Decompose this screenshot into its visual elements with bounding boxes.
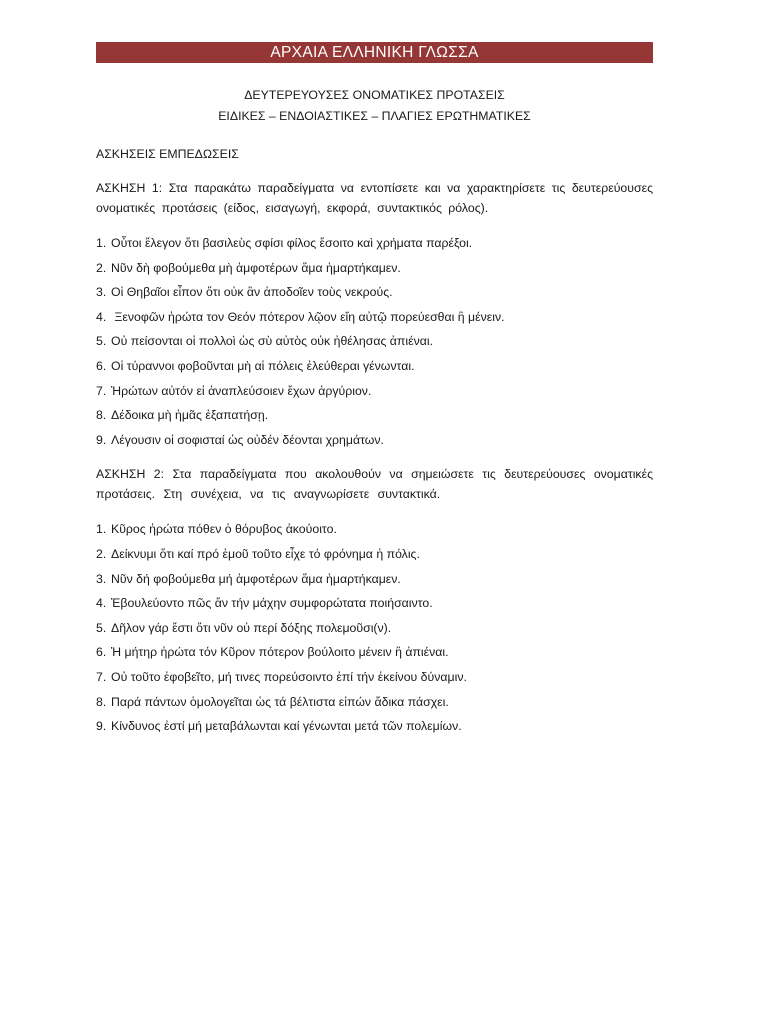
item-number: 8. [96, 408, 107, 423]
item-sentence: Ἡ μήτηρ ἠρώτα τόν Κῦρον πότερον βούλοιτο μένειν ἢ ἀπιέναι. [111, 645, 449, 660]
list-item [96, 544, 653, 569]
item-sentence: Δῆλον γάρ ἔστι ὅτι νῦν οὐ περί δόξης πολεμοῦσι(ν). [111, 620, 392, 635]
item-sentence: Νῦν δή φοβούμεθα μή ἀμφοτέρων ἅμα ἡμαρτήκαμεν. [111, 571, 401, 586]
list-item [96, 331, 653, 356]
list-item [96, 716, 653, 741]
list-item [96, 642, 653, 667]
item-number: 7. [96, 383, 107, 398]
list-item [96, 667, 653, 692]
item-sentence: Κίνδυνος ἐστί μή μεταβάλωνται καί γένωνται μετά τῶν πολεμίων. [111, 719, 462, 734]
list-item [96, 282, 653, 307]
item-number: 6. [96, 358, 107, 373]
item-sentence: Παρά πάντων ὁμολογεῖται ὡς τά βέλτιστα εἰπών ἄδικα πάσχει. [111, 694, 449, 709]
item-sentence: Οὐ πείσονται οἱ πολλοὶ ὡς σὺ αὐτὸς οὐκ ἠθέλησας ἀπιέναι. [111, 334, 434, 349]
exercise-1-label: ΑΣΚΗΣΗ 1: [96, 181, 163, 195]
item-number: 5. [96, 620, 107, 635]
list-item [96, 405, 653, 430]
list-item [96, 593, 653, 618]
item-sentence: Οἱ τύραννοι φοβοῦνται μὴ αἱ πόλεις ἐλεύθεραι γένωνται. [111, 358, 415, 373]
item-sentence: Οὗτοι ἔλεγον ὅτι βασιλεὺς σφίσι φίλος ἔσοιτο καὶ χρήματα παρέξοι. [111, 236, 473, 250]
item-number: 8. [96, 694, 107, 709]
item-number: 3. [96, 285, 107, 300]
document-page [96, 42, 653, 741]
item-sentence: Δέδοικα μὴ ἡμᾶς ἐξαπατήσῃ. [111, 408, 269, 423]
item-number: 1. [96, 522, 107, 537]
item-number: 1. [96, 236, 107, 250]
exercise-1-text: Στα παρακάτω παραδείγματα να εντοπίσετε και να χαρακτηρίσετε τις δευτερεύουσες ονοματικές προτάσεις (είδος, εισαγωγή, εκφορά, συντακτικός ρόλος). [96, 181, 653, 215]
list-item [96, 618, 653, 643]
list-item [96, 569, 653, 594]
item-sentence: Ἠρώτων αὐτόν εἰ ἀναπλεύσοιεν ἔχων ἀργύριον. [111, 383, 372, 398]
list-item [96, 307, 653, 332]
item-number: 9. [96, 719, 107, 734]
exercise-2-text: Στα παραδείγματα που ακολουθούν να σημειώσετε τις δευτερεύουσες ονοματικές προτάσεις. Στη συνέχεια, να τις αναγνωρίσετε συντακτικά. [96, 467, 653, 501]
list-item [96, 356, 653, 381]
item-number: 2. [96, 546, 107, 561]
item-number: 7. [96, 669, 107, 684]
item-sentence: Οὐ τοῦτο ἐφοβεῖτο, μή τινες πορεύσοιντο ἐπί τήν ἐκείνου δύναμιν. [111, 669, 467, 684]
item-sentence: Ἐβουλεύοντο πῶς ἄν τήν μάχην συμφορώτατα ποιήσαιντο. [111, 596, 433, 611]
section-heading: ΑΣΚΗΣΕΙΣ ΕΜΠΕΔΩΣΕΙΣ [96, 147, 239, 161]
exercise-1-instruction [96, 179, 653, 218]
item-sentence: Ξενοφῶν ἠρώτα τον Θεόν πότερον λῷον εἴη αὐτῷ πορεύεσθαι ἢ μένειν. [111, 309, 505, 324]
exercise-1-list [96, 233, 653, 454]
list-item [96, 519, 653, 544]
item-number: 4. [96, 596, 107, 611]
item-number: 5. [96, 334, 107, 349]
document-title: ΔΕΥΤΕΡΕΥΟΥΣΕΣ ΟΝΟΜΑΤΙΚΕΣ ΠΡΟΤΑΣΕΙΣ [244, 88, 505, 102]
list-item [96, 233, 653, 258]
list-item [96, 258, 653, 283]
item-sentence: Λέγουσιν οἱ σοφισταί ὡς οὐδέν δέονται χρημάτων. [111, 432, 384, 447]
item-sentence: Κῦρος ἠρώτα πόθεν ὁ θόρυβος ἀκούοιτο. [111, 522, 337, 537]
item-number: 2. [96, 260, 107, 275]
exercise-2-instruction [96, 465, 653, 504]
item-sentence: Δείκνυμι ὅτι καί πρό ἐμοῦ τοῦτο εἶχε τό φρόνημα ἡ πόλις. [111, 546, 420, 561]
item-sentence: Οἱ Θηβαῖοι εἶπον ὅτι οὐκ ἂν ἀποδοῖεν τοὺς νεκρούς. [111, 285, 393, 300]
list-item [96, 430, 653, 455]
list-item [96, 692, 653, 717]
document-subtitle: ΕΙΔΙΚΕΣ – ΕΝΔΟΙΑΣΤΙΚΕΣ – ΠΛΑΓΙΕΣ ΕΡΩΤΗΜΑΤΙΚΕΣ [218, 109, 531, 123]
item-sentence: Νῦν δὴ φοβούμεθα μὴ ἀμφοτέρων ἅμα ἡμαρτήκαμεν. [111, 260, 401, 275]
item-number: 6. [96, 645, 107, 660]
exercise-2-list [96, 519, 653, 740]
item-number: 3. [96, 571, 107, 586]
exercise-2-label: ΑΣΚΗΣΗ 2: [96, 467, 165, 482]
item-number: 9. [96, 432, 107, 447]
item-number: 4. [96, 309, 107, 324]
subject-banner: ΑΡΧΑΙΑ ΕΛΛΗΝΙΚΗ ΓΛΩΣΣΑ [96, 42, 653, 63]
list-item [96, 381, 653, 406]
